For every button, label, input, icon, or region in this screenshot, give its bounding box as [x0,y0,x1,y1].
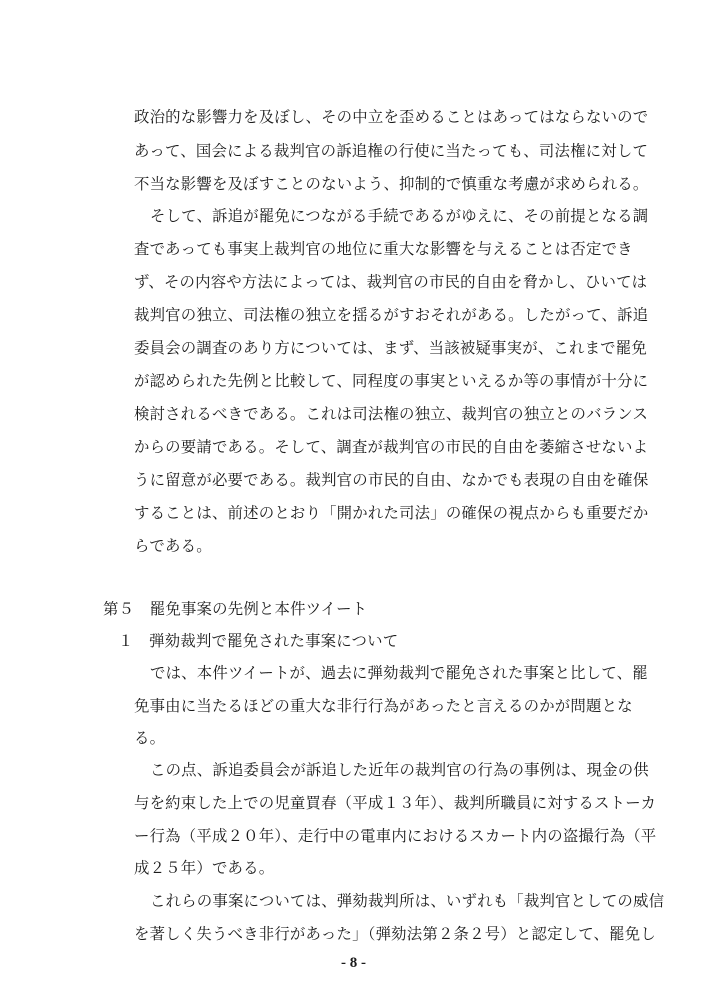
text-line: 裁判官の独立、司法権の独立を揺るがすおそれがある。したがって、訴追 [134,306,649,324]
section-heading: 第５ 罷免事案の先例と本件ツイート [103,600,368,618]
text-line: 不当な影響を及ぼすことのないよう、抑制的で慎重な考慮が求められる。 [134,175,649,193]
text-line: からの要請である。そして、調査が裁判官の市民的自由を萎縮させないよ [134,438,649,456]
text-line: この点、訴追委員会が訴追した近年の裁判官の行為の事例は、現金の供 [150,761,649,779]
text-line: 査であっても事実上裁判官の地位に重大な影響を与えることは否定でき [134,240,633,258]
text-line: らである。 [134,537,212,555]
text-line: これらの事案については、弾劾裁判所は、いずれも「裁判官としての威信 [150,892,665,910]
text-line: 成２５年）である。 [134,859,275,877]
text-line: 検討されるべきである。これは司法権の独立、裁判官の独立とのバランス [134,405,649,423]
text-line: 免事由に当たるほどの重大な非行行為があったと言えるのかが問題とな [134,697,633,715]
text-line: 与を約束した上での児童買春（平成１３年）、裁判所職員に対するストーカ [134,794,657,812]
page-number: - 8 - [341,955,366,971]
text-line: うに留意が必要である。裁判官の市民的自由、なかでも表現の自由を確保 [134,471,649,489]
text-line: では、本件ツイートが、過去に弾劾裁判で罷免された事案と比して、罷 [150,664,648,682]
text-line: を著しく失うべき非行があった」（弾劾法第２条２号）と認定して、罷免し [134,925,656,943]
text-line: 委員会の調査のあり方については、まず、当該被疑事実が、これまで罷免 [134,339,647,357]
text-line: ず、その内容や方法によっては、裁判官の市民的自由を脅かし、ひいては [134,273,648,291]
text-line: そして、訴追が罷免につながる手続であるがゆえに、その前提となる調 [150,207,649,225]
text-line: る。 [134,729,166,747]
text-line: あって、国会による裁判官の訴追権の行使に当たっても、司法権に対して [134,142,649,160]
text-line: ー行為（平成２０年）、走行中の電車内におけるスカート内の盗撮行為（平 [134,827,657,845]
text-line: 政治的な影響力を及ぼし、その中立を歪めることはあってはならないので [134,108,649,126]
subsection-heading: １ 弾劾裁判で罷免された事案について [118,632,399,650]
text-line: が認められた先例と比較して、同程度の事実といえるか等の事情が十分に [134,372,649,390]
text-line: することは、前述のとおり「開かれた司法」の確保の視点からも重要だか [134,504,649,522]
